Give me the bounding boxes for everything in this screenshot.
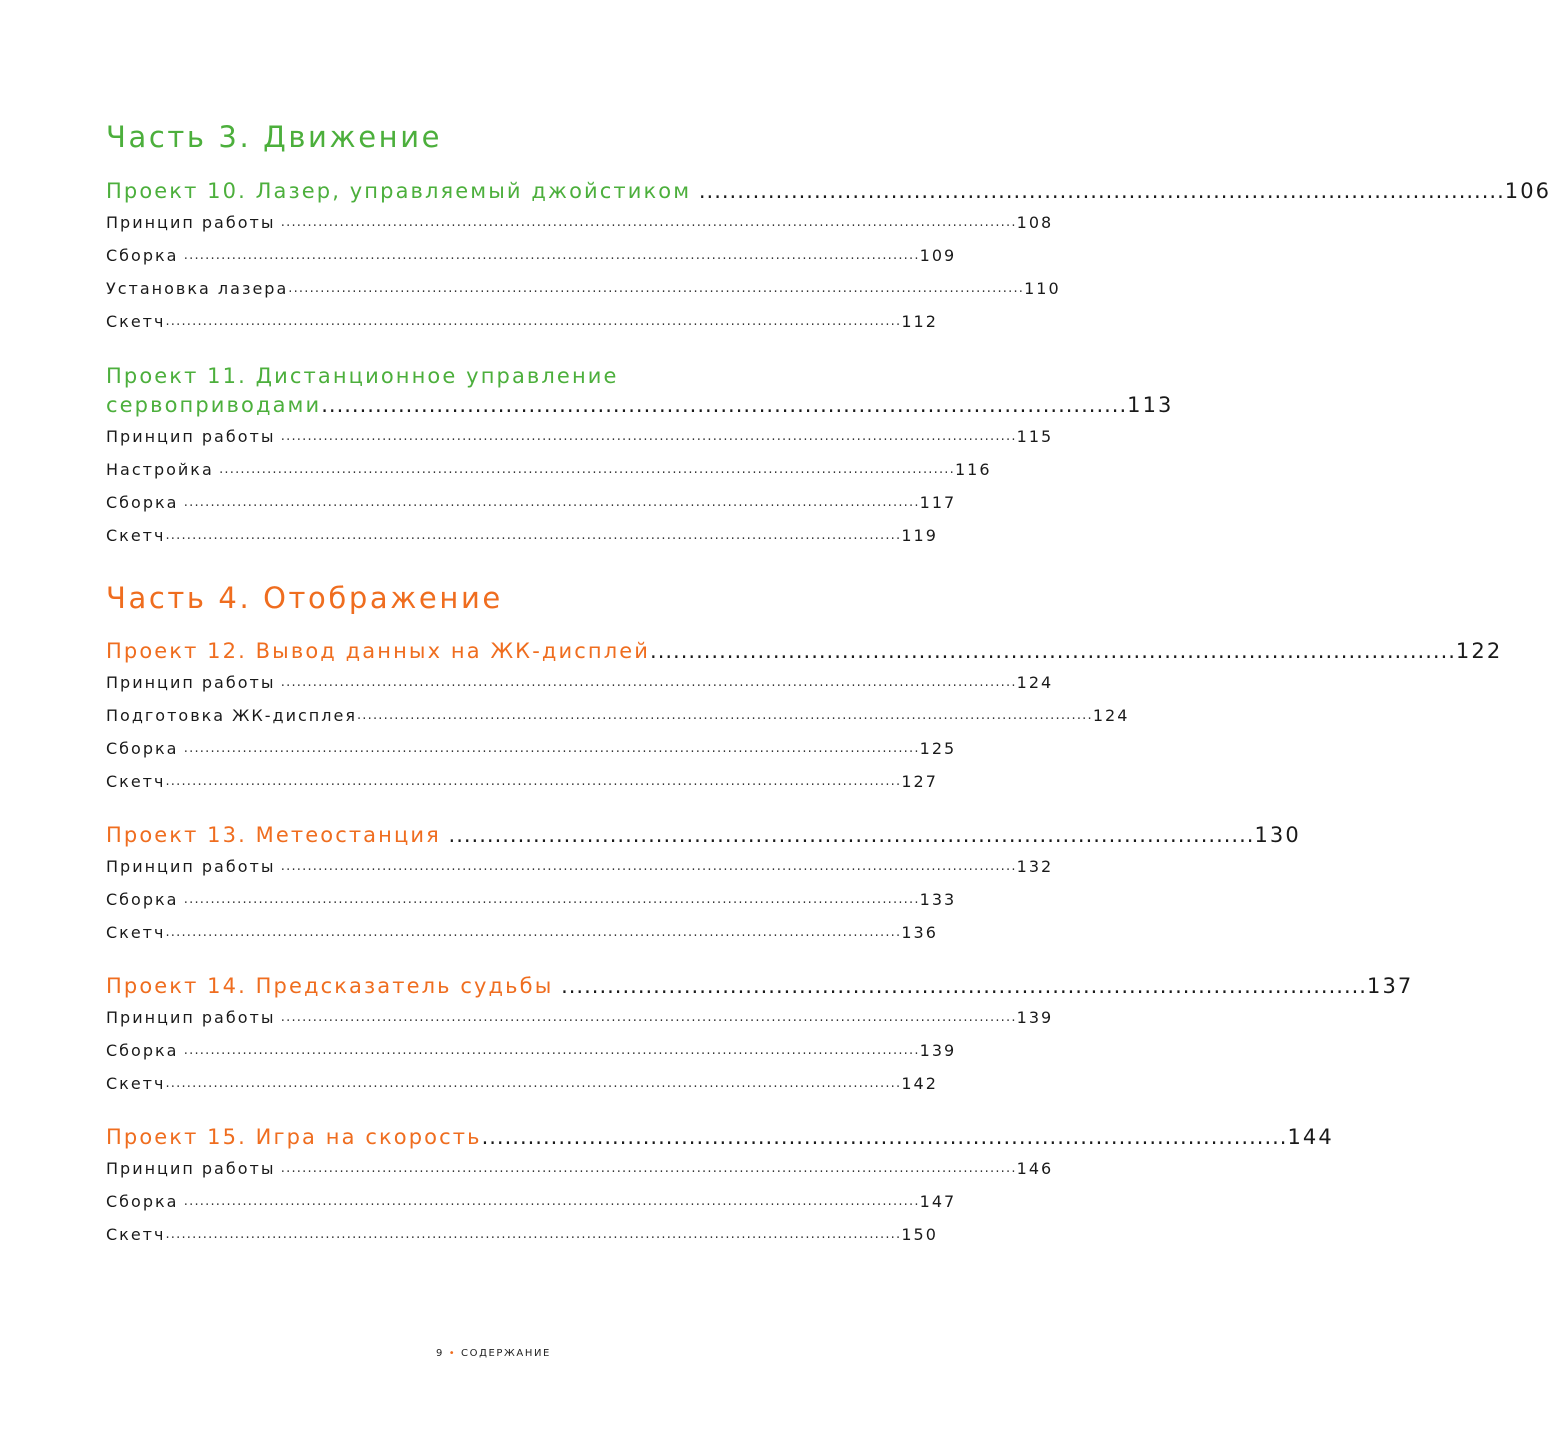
- leader-dots: ..........................................................................................................................................: [288, 281, 1025, 296]
- entry-title: Скетч: [106, 772, 166, 791]
- leader-dots: .........................................................................................................: [481, 1125, 1288, 1149]
- entry-title: Скетч: [106, 312, 166, 331]
- entry-title: Сборка: [106, 246, 179, 265]
- toc-entry[interactable]: [106, 699, 1130, 732]
- entry-page: 133: [919, 890, 957, 909]
- entry-page: 112: [901, 312, 938, 331]
- entry-page: 139: [919, 1041, 957, 1060]
- leader-dots: .........................................................................................................: [553, 974, 1367, 998]
- footer-page-number: 9: [436, 1348, 444, 1359]
- entry-title: Настройка: [106, 460, 214, 479]
- toc-entry[interactable]: [106, 732, 957, 765]
- entry-title: Сборка: [106, 493, 179, 512]
- entry-page: 115: [1016, 427, 1054, 446]
- project-title-row[interactable]: [106, 820, 1301, 850]
- page-footer: [0, 1348, 987, 1359]
- toc-entry[interactable]: [106, 519, 938, 552]
- leader-dots: ..........................................................................................................................................: [165, 1227, 902, 1242]
- entry-page: 109: [919, 246, 957, 265]
- entry-page: 110: [1024, 279, 1061, 298]
- entry-title: Сборка: [106, 739, 179, 758]
- project-13: [106, 820, 1301, 949]
- leader-dots: ..........................................................................................................................................: [165, 528, 902, 543]
- entry-page: 108: [1016, 213, 1054, 232]
- leader-dots: ..........................................................................................................................................: [178, 1194, 920, 1209]
- project-title-line1: Проект 11. Дистанционное управление: [106, 364, 619, 388]
- leader-dots: ..........................................................................................................................................: [165, 314, 902, 329]
- project-page: 113: [1127, 393, 1174, 417]
- project-page: 106: [1504, 179, 1551, 203]
- entry-title: Принцип работы: [106, 1008, 276, 1027]
- entry-page: 139: [1016, 1008, 1054, 1027]
- leader-dots: ..........................................................................................................................................: [165, 925, 902, 940]
- project-title-row[interactable]: [106, 1122, 1334, 1152]
- toc-entry[interactable]: [106, 239, 957, 272]
- toc-entry[interactable]: [106, 850, 1054, 883]
- part-4-title: Часть 4. Отображение: [106, 581, 503, 615]
- leader-dots: ..........................................................................................................................................: [275, 215, 1017, 230]
- project-11: [106, 362, 1174, 552]
- part-3-title: Часть 3. Движение: [106, 120, 443, 154]
- project-10: [106, 176, 1551, 338]
- leader-dots: .........................................................................................................: [321, 393, 1128, 417]
- entry-page: 150: [901, 1225, 938, 1244]
- project-title: Проект 13. Метеостанция: [106, 823, 441, 847]
- entry-title: Подготовка ЖК-дисплея: [106, 706, 357, 725]
- project-title-line2: сервоприводами: [106, 393, 322, 417]
- toc-entry[interactable]: [106, 765, 938, 798]
- toc-entry[interactable]: [106, 420, 1054, 453]
- project-page: 130: [1254, 823, 1301, 847]
- project-title: Проект 15. Игра на скорость: [106, 1125, 482, 1149]
- entry-page: 136: [901, 923, 938, 942]
- leader-dots: ..........................................................................................................................................: [178, 248, 920, 263]
- project-page: 122: [1455, 639, 1503, 663]
- entry-title: Сборка: [106, 1192, 179, 1211]
- entry-title: Скетч: [106, 526, 166, 545]
- project-title: Проект 10. Лазер, управляемый джойстиком: [106, 179, 692, 203]
- entry-page: 142: [901, 1074, 938, 1093]
- entry-title: Скетч: [106, 1225, 166, 1244]
- toc-entry[interactable]: [106, 206, 1054, 239]
- footer-label: СОДЕРЖАНИЕ: [461, 1348, 551, 1359]
- project-title: Проект 12. Вывод данных на ЖК-дисплей: [106, 639, 651, 663]
- entry-title: Сборка: [106, 890, 179, 909]
- project-14: [106, 971, 1414, 1100]
- project-15: [106, 1122, 1334, 1251]
- footer-bullet: •: [448, 1348, 457, 1359]
- leader-dots: ..........................................................................................................................................: [178, 495, 920, 510]
- leader-dots: ..........................................................................................................................................: [275, 429, 1017, 444]
- leader-dots: ..........................................................................................................................................: [165, 1076, 902, 1091]
- toc-entry[interactable]: [106, 453, 992, 486]
- entry-title: Установка лазера: [106, 279, 289, 298]
- project-page: 137: [1366, 974, 1414, 998]
- leader-dots: ..........................................................................................................................................: [275, 1161, 1017, 1176]
- project-title-line2-row: [106, 390, 1174, 420]
- entry-page: 116: [954, 460, 992, 479]
- leader-dots: ..........................................................................................................................................: [178, 741, 920, 756]
- entry-title: Скетч: [106, 1074, 166, 1093]
- entry-page: 132: [1016, 857, 1054, 876]
- entry-page: 117: [919, 493, 957, 512]
- toc-entry[interactable]: [106, 1067, 938, 1100]
- project-title: Проект 14. Предсказатель судьбы: [106, 974, 554, 998]
- project-title-row[interactable]: [106, 971, 1414, 1001]
- leader-dots: .........................................................................................................: [691, 179, 1505, 203]
- toc-entry[interactable]: [106, 1218, 938, 1251]
- leader-dots: ..........................................................................................................................................: [275, 675, 1017, 690]
- entry-title: Принцип работы: [106, 1159, 276, 1178]
- entry-page: 125: [919, 739, 957, 758]
- project-12: [106, 636, 1503, 798]
- toc-entry[interactable]: [106, 666, 1054, 699]
- entry-title: Принцип работы: [106, 213, 276, 232]
- toc-entry[interactable]: [106, 1001, 1054, 1034]
- leader-dots: ..........................................................................................................................................: [165, 774, 902, 789]
- leader-dots: ..........................................................................................................................................: [178, 1043, 920, 1058]
- toc-entry[interactable]: [106, 272, 1061, 305]
- project-title-row[interactable]: [106, 636, 1503, 666]
- toc-entry[interactable]: [106, 883, 957, 916]
- entry-title: Принцип работы: [106, 673, 276, 692]
- entry-page: 147: [919, 1192, 957, 1211]
- leader-dots: ..........................................................................................................................................: [275, 1010, 1017, 1025]
- entry-title: Скетч: [106, 923, 166, 942]
- toc-entry[interactable]: [106, 1034, 957, 1067]
- entry-page: 124: [1092, 706, 1130, 725]
- toc-entry[interactable]: [106, 1185, 957, 1218]
- toc-entry[interactable]: [106, 1152, 1054, 1185]
- entry-title: Принцип работы: [106, 857, 276, 876]
- toc-entry[interactable]: [106, 486, 957, 519]
- entry-page: 146: [1016, 1159, 1054, 1178]
- project-title-row[interactable]: [106, 176, 1551, 206]
- leader-dots: ..........................................................................................................................................: [178, 892, 920, 907]
- entry-title: Сборка: [106, 1041, 179, 1060]
- leader-dots: ..........................................................................................................................................: [275, 859, 1017, 874]
- leader-dots: ..........................................................................................................................................: [356, 708, 1093, 723]
- entry-page: 127: [901, 772, 938, 791]
- entry-page: 124: [1016, 673, 1054, 692]
- entry-page: 119: [901, 526, 938, 545]
- toc-entry[interactable]: [106, 916, 938, 949]
- leader-dots: ..........................................................................................................................................: [213, 462, 955, 477]
- toc-entry[interactable]: [106, 305, 938, 338]
- project-page: 144: [1287, 1125, 1334, 1149]
- entry-title: Принцип работы: [106, 427, 276, 446]
- project-title-row[interactable]: [106, 362, 1174, 420]
- leader-dots: .........................................................................................................: [440, 823, 1255, 847]
- leader-dots: .........................................................................................................: [650, 639, 1456, 663]
